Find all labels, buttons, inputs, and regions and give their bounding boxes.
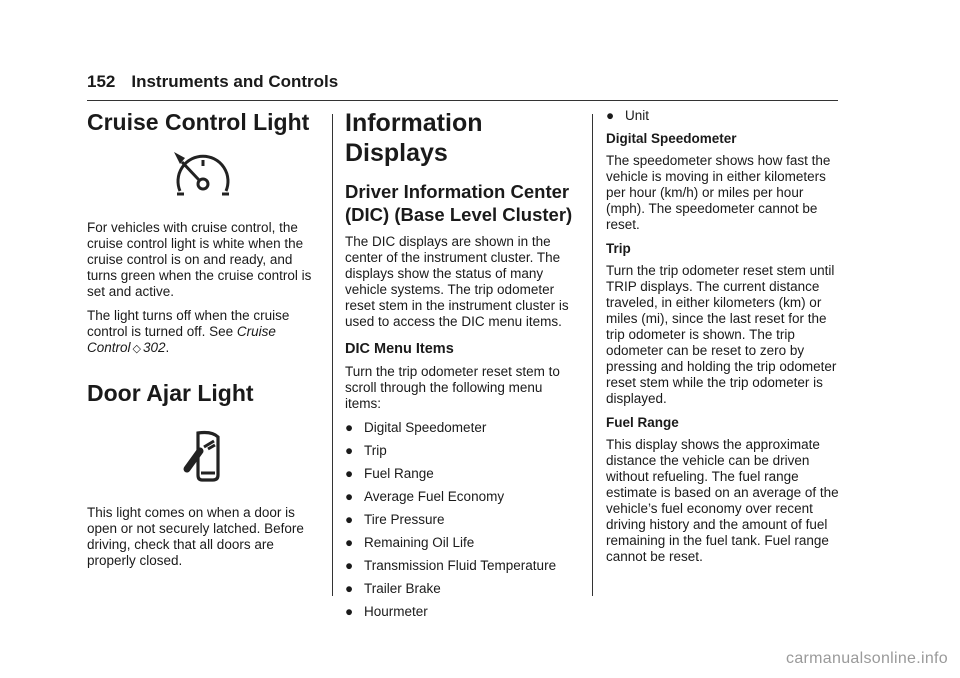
cruise-xref-link[interactable]: Cruise Control <box>87 324 276 355</box>
list-item: ● Trip <box>345 443 387 458</box>
door-para-1: This light comes on when a door is open or not securely latched. Before driving, check that all doors are properly closed. <box>87 505 304 568</box>
list-item: ● Remaining Oil Life <box>345 535 475 550</box>
door-ajar-icon <box>178 427 228 485</box>
dic-menu-list <box>345 420 580 620</box>
door-ajar-heading: Door Ajar Light <box>87 380 254 406</box>
right-column <box>606 108 842 573</box>
fuel-range-text: This display shows the approximate distance the vehicle can be driven without refueling. The fuel range estimate is based on an average of the vehicle’s fuel economy over recent driving history and the amount of fuel remaining in the fuel tank. Fuel range cannot be reset. <box>606 437 839 564</box>
cruise-para-1: For vehicles with cruise control, the cruise control light is white when the cruise control is on and ready, and turns green when the cruise control is set and active. <box>87 220 312 299</box>
column-divider-left <box>332 114 333 596</box>
bullet-icon: ● <box>345 420 354 435</box>
cruise-para-2: The light turns off when the cruise control is turned off. See Cruise Control ◇ 302. <box>87 308 290 355</box>
left-column <box>87 108 319 577</box>
info-displays-heading: Information Displays <box>345 109 483 167</box>
trip-heading: Trip <box>606 241 631 256</box>
dic-menu-heading: DIC Menu Items <box>345 341 454 357</box>
bullet-icon: ● <box>345 512 354 527</box>
dic-para-1: The DIC displays are shown in the center of the instrument cluster. The displays show the status of many vehicle systems. The trip odometer reset stem in the instrument cluster is used to access the DIC menu items. <box>345 234 569 329</box>
bullet-icon: ● <box>606 108 615 123</box>
bullet-icon: ● <box>345 466 354 481</box>
speedometer-text: The speedometer shows how fast the vehicle is moving in either kilometers per hour (km/h) or miles per hour (mph). The speedometer cannot be reset. <box>606 153 831 232</box>
cruise-xref-page[interactable]: 302 <box>143 340 166 355</box>
bullet-icon: ● <box>345 558 354 573</box>
cruise-icon-wrap <box>87 146 319 204</box>
trip-text: Turn the trip odometer reset stem until TRIP displays. The current distance traveled, in either kilometers (km) or miles (mi), since the last reset for the trip odometer is shown. The trip odometer can be reset to zero by pressing and holding the trip odometer reset stem while the trip odometer is displayed. <box>606 263 837 406</box>
page-number: 152 <box>87 72 116 91</box>
door-icon-wrap <box>87 427 319 485</box>
list-item: ● Hourmeter <box>345 604 428 619</box>
list-item: ● Tire Pressure <box>345 512 445 527</box>
right-bullet-list <box>606 108 842 124</box>
list-item: ● Average Fuel Economy <box>345 489 505 504</box>
bullet-icon: ● <box>345 535 354 550</box>
cruise-control-heading: Cruise Control Light <box>87 109 310 135</box>
watermark: carmanualsonline.info <box>786 650 948 667</box>
dic-subheading: Driver Information Center (DIC) (Base Level Cluster) <box>345 181 573 225</box>
bullet-icon: ● <box>345 443 354 458</box>
list-item: ● Digital Speedometer <box>345 420 487 435</box>
fuel-range-heading: Fuel Range <box>606 415 679 430</box>
list-item: ● Trailer Brake <box>345 581 441 596</box>
bullet-icon: ● <box>345 489 354 504</box>
bullet-icon: ● <box>345 581 354 596</box>
list-item: ● Unit <box>606 108 650 123</box>
bullet-icon: ● <box>345 604 354 619</box>
section-title: Instruments and Controls <box>131 72 339 91</box>
column-divider-right <box>592 114 593 596</box>
page-header <box>87 72 838 101</box>
dic-menu-intro: Turn the trip odometer reset stem to scroll through the following menu items: <box>345 364 560 411</box>
speedometer-heading: Digital Speedometer <box>606 131 737 146</box>
list-item: ● Fuel Range <box>345 466 434 481</box>
cruise-control-gauge-icon <box>168 146 238 204</box>
middle-column <box>345 108 580 627</box>
list-item: ● Transmission Fluid Temperature <box>345 558 557 573</box>
xref-arrow-icon: ◇ <box>132 343 141 355</box>
